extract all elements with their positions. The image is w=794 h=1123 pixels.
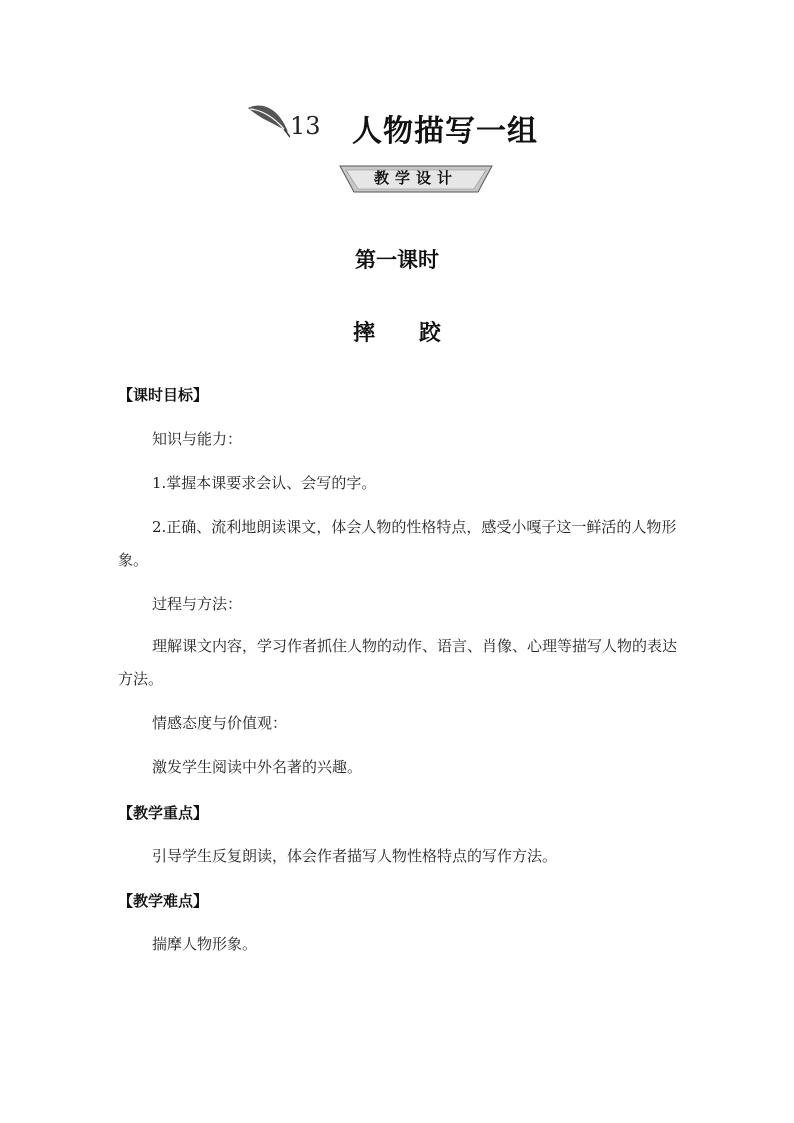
emotion-heading: 情感态度与价值观： bbox=[152, 714, 288, 732]
lesson-title-row bbox=[0, 100, 794, 150]
period-title: 第一课时 bbox=[355, 248, 439, 272]
difficulties-label: 【教学难点】 bbox=[118, 892, 209, 910]
subject-title-char-1: 摔 bbox=[352, 321, 375, 346]
teaching-design-banner bbox=[80, 162, 742, 198]
objective-item-1: 1.掌握本课要求会认、会写的字。 bbox=[152, 474, 377, 492]
lesson-title: 人物描写一组 bbox=[352, 114, 538, 149]
key-points-text: 引导学生反复朗读，体会作者描写人物性格特点的写作方法。 bbox=[152, 847, 558, 865]
objectives-label: 【课时目标】 bbox=[118, 386, 209, 404]
subject-title-char-2: 跤 bbox=[419, 321, 442, 346]
key-points-label: 【教学重点】 bbox=[118, 804, 209, 822]
lesson-number: 13 bbox=[290, 112, 321, 140]
objective-item-2: 2.正确、流利地朗读课文，体会人物的性格特点，感受小嘎子这一鲜活的人物形象。 bbox=[118, 518, 677, 569]
emotion-text: 激发学生阅读中外名著的兴趣。 bbox=[152, 758, 363, 776]
subject-title bbox=[0, 316, 794, 347]
feather-quill-icon bbox=[246, 102, 290, 138]
banner-label: 教学设计 bbox=[373, 169, 458, 187]
process-text: 理解课文内容，学习作者抓住人物的动作、语言、肖像、心理等描写人物的表达方法。 bbox=[118, 637, 678, 688]
difficulties-text: 揣摩人物形象。 bbox=[152, 935, 258, 953]
process-heading: 过程与方法： bbox=[152, 595, 243, 613]
knowledge-heading: 知识与能力： bbox=[152, 430, 243, 448]
